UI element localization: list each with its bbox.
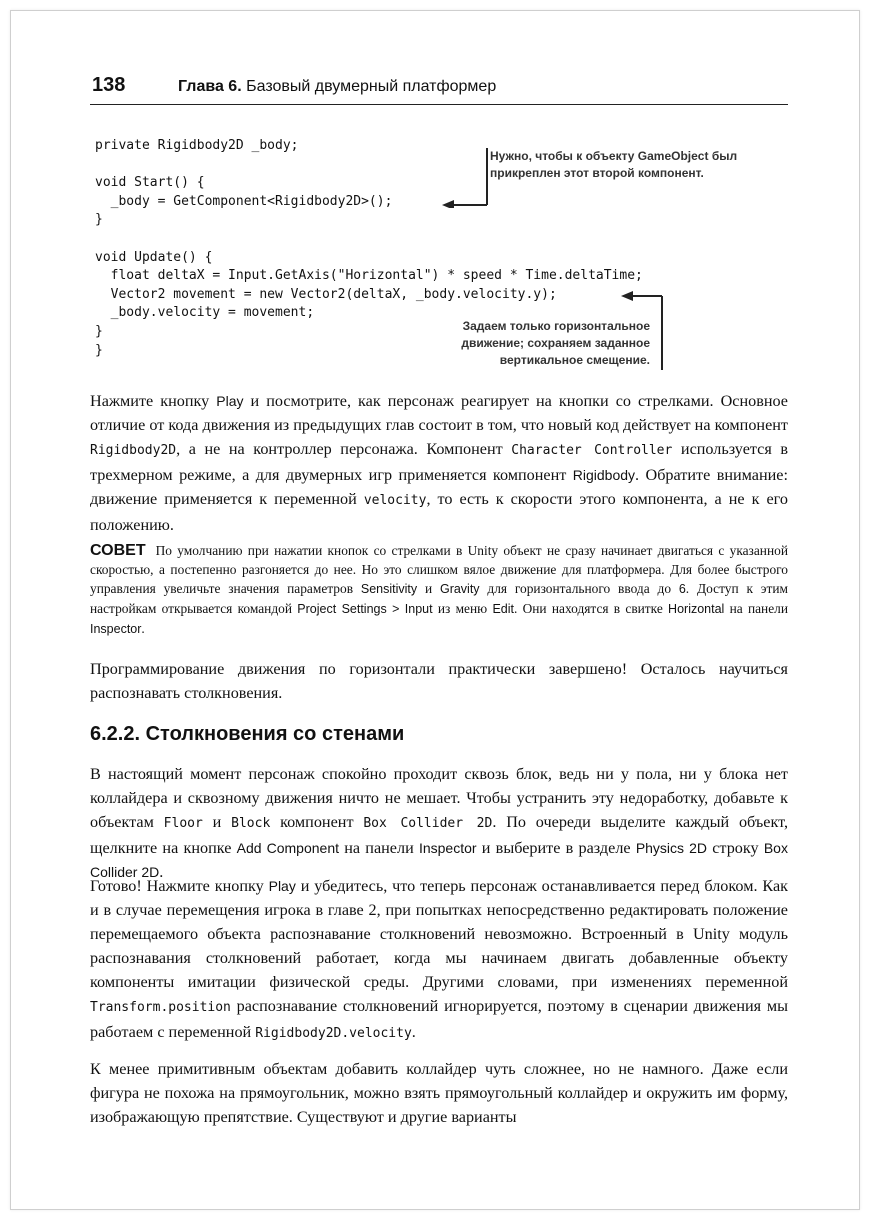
code-term: Rigidbody2D [90, 443, 177, 458]
ui-term: Horizontal [668, 602, 725, 616]
tip-box: СОВЕТ По умолчанию при нажатии кнопок со стрелками в Unity объект не сразу начинает двигаться с указанной скоростью, а постепенно разгоняется до нее. Но это слишком вялое движение для платформера. Для более быстрого управления увеличьте значения параметров Sensitivity и Gravity для горизонтального ввода до 6. Доступ к этим настройкам открывается командой Project Settings > Input из меню Edit. Они находятся в свитке Horizontal на панели Inspector. [90, 542, 789, 636]
paragraph-5: К менее примитивным объектам добавить коллайдер чуть сложнее, но не намного. Даже если фигура не похожа на прямоугольник, можно взять прямоугольный коллайдер и окружить им форму, изображающую препятствие. Существуют и другие варианты [90, 1060, 788, 1126]
ui-term: Edit [492, 602, 514, 616]
ui-term: Project Settings > Input [297, 602, 433, 616]
ui-term: Box Collider 2D [90, 840, 788, 880]
ui-term: 6 [678, 582, 686, 596]
code-term: Rigidbody2D.velocity [255, 1026, 412, 1041]
tip-label: СОВЕТ [90, 542, 146, 559]
ui-term: Gravity [439, 582, 480, 596]
paragraph-4: Готово! Нажмите кнопку Play и убедитесь, что теперь персонаж останавливается перед блоком. Как и в случае перемещения игрока в главе 2, при попытках непосредственно редактировать положение перемещаемого объекта распознавание столкновений невозможно. Встроенный в Unity модуль распознавания столкновений работает, когда мы начинаем двигать добавленные объекту компоненты имитации физической среды. Другими словами, при изменениях переменной Transform.position распознавание столкновений игнорируется, поэтому в сценарии движения мы работаем с переменной Rigidbody2D.velocity. [90, 877, 788, 1041]
paragraph-3: В настоящий момент персонаж спокойно проходит сквозь блок, ведь ни у пола, ни у блока нет коллайдера и сквозному движения ничто не мешает. Чтобы устранить эту недоработку, добавьте к объектам Floor и Block компонент Box Collider 2D. По очереди выделите каждый объект, щелкните на кнопке Add Component на панели Inspector и выберите в разделе Physics 2D строку Box Collider 2D. [90, 765, 788, 881]
ui-term: Rigidbody [572, 467, 636, 483]
paragraph-1: Нажмите кнопку Play и посмотрите, как персонаж реагирует на кнопки со стрелками. Основное отличие от кода движения из предыдущих глав состоит в том, что новый код действует на компонент Rigidbody2D, а не на контроллер персонажа. Компонент Character Controller используется в трехмерном режиме, а для двумерных игр применяется компонент Rigidbody. Обратите внимание: движение применяется к переменной velocity, то есть к скорости этого компонента, а не к его положению. [90, 392, 788, 534]
code-line: void Start() { [95, 175, 205, 191]
code-line: } [95, 342, 103, 358]
code-line: float deltaX = Input.GetAxis("Horizontal") * speed * Time.deltaTime; [95, 268, 643, 284]
ui-term: Play [216, 393, 244, 409]
ui-term: Sensitivity [360, 582, 418, 596]
code-annotation-2: Задаем только горизонтальное движение; сохраняем заданное вертикальное смещение. [461, 319, 650, 367]
code-term: Block [231, 816, 271, 831]
ui-term: Add Component [236, 840, 339, 856]
code-line: _body.velocity = movement; [95, 305, 315, 321]
annotation-arrow-1 [440, 148, 490, 208]
code-line: Vector2 movement = new Vector2(deltaX, _body.velocity.y); [95, 286, 557, 302]
chapter-label: Глава 6. [178, 78, 242, 95]
annotation-arrow-2 [618, 288, 668, 372]
chapter-title [178, 78, 496, 96]
code-line: } [95, 323, 103, 339]
section-heading: 6.2.2. Столкновения со стенами [90, 723, 405, 745]
code-line: void Update() { [95, 249, 213, 265]
code-annotation-1: Нужно, чтобы к объекту GameObject был прикреплен этот второй компонент. [490, 149, 738, 180]
code-term: Character Controller [511, 443, 673, 458]
code-term: Floor [163, 816, 203, 831]
code-term: velocity [363, 493, 427, 508]
ui-term: Physics 2D [635, 840, 708, 856]
code-term: Transform.position [90, 1000, 231, 1015]
code-term: Box Collider 2D [363, 816, 493, 831]
code-line: private Rigidbody2D _body; [95, 138, 299, 153]
page-number: 138 [92, 74, 126, 96]
ui-term: Inspector [90, 622, 142, 636]
chapter-name: Базовый двумерный платформер [241, 78, 497, 95]
ui-term: Inspector [418, 840, 477, 856]
page-header [90, 74, 788, 105]
paragraph-2: Программирование движения по горизонтали практически завершено! Осталось научиться распознавать столкновения. [90, 660, 788, 702]
code-line: } [95, 212, 103, 228]
ui-term: Play [268, 878, 296, 894]
code-line: _body = GetComponent<Rigidbody2D>(); [95, 193, 393, 209]
